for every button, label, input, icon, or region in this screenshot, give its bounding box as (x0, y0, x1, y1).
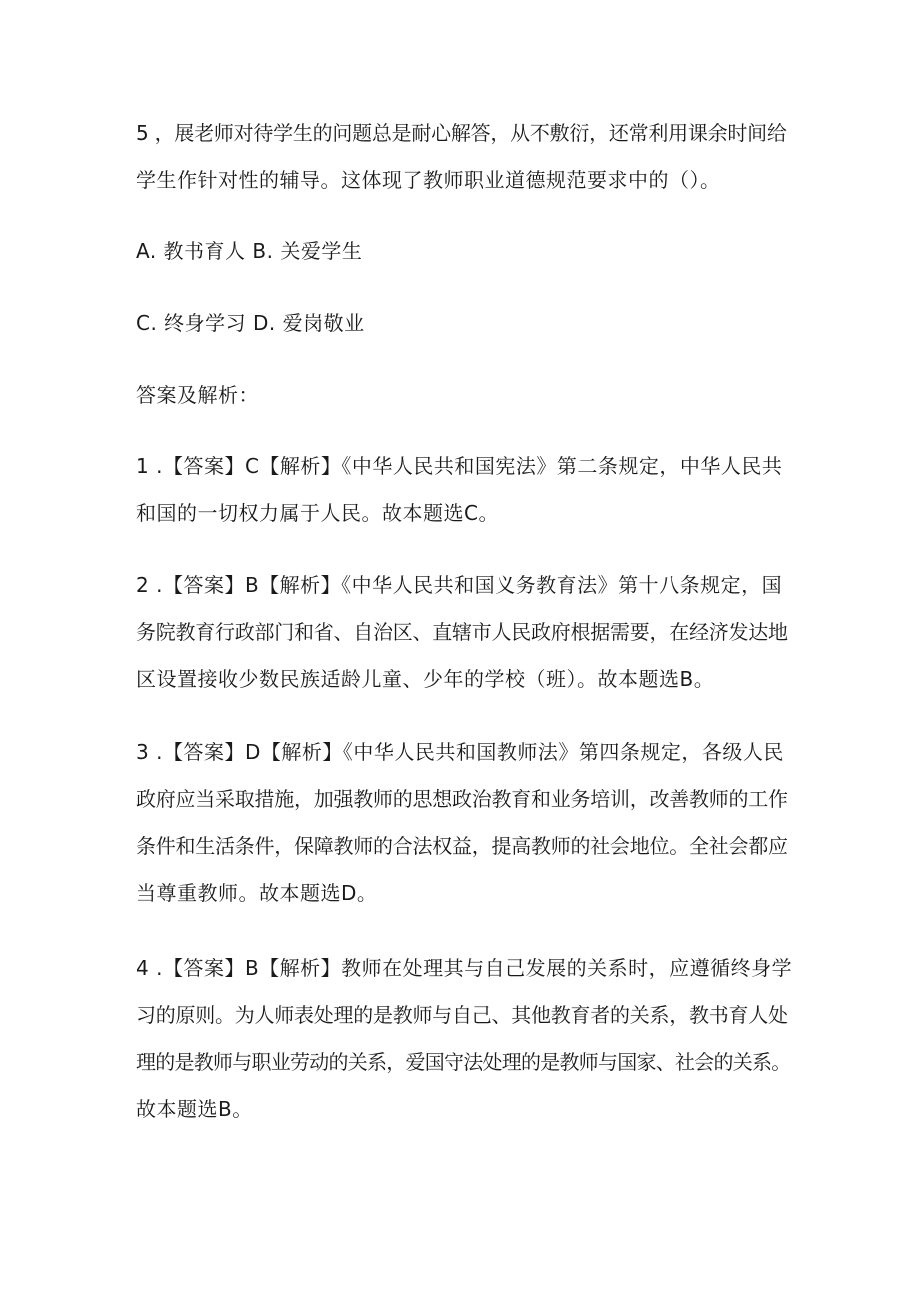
options-cd (136, 300, 792, 347)
answer-1 (136, 443, 792, 537)
answer-3-line-1: 3 .【答案】D【解析】《中华人民共和国教师法》第四条规定，各级人民 (136, 740, 784, 764)
options-line-2: C. 终身学习 D. 爱岗敬业 (136, 311, 365, 335)
question-5-line-2: 学生作针对性的辅导。这体现了教师职业道德规范要求中的（）。 (136, 168, 721, 192)
options-line-1: A. 教书育人 B. 关爱学生 (136, 239, 363, 263)
answer-4-line-1: 4 .【答案】B【解析】教师在处理其与自己发展的关系时，应遵循终身学 (136, 956, 793, 980)
answer-1-line-1: 1 .【答案】C【解析】《中华人民共和国宪法》第二条规定，中华人民共 (136, 454, 783, 478)
question-5 (136, 110, 792, 204)
answer-2-line-3: 区设置接收少数民族适龄儿童、少年的学校（班）。故本题选B。 (136, 667, 715, 691)
answer-2-line-1: 2 .【答案】B【解析】《中华人民共和国义务教育法》第十八条规定，国 (136, 573, 783, 597)
answer-4-line-4: 故本题选B。 (136, 1097, 253, 1121)
answer-4-line-3: 理的是教师与职业劳动的关系，爱国守法处理的是教师与国家、社会的关系。 (136, 1050, 791, 1074)
answer-2 (136, 562, 792, 703)
answer-3-line-4: 当尊重教师。故本题选D。 (136, 881, 378, 905)
answer-3 (136, 729, 792, 917)
answers-heading (136, 372, 792, 419)
answer-4-line-2: 习的原则。为人师表处理的是教师与自己、其他教育者的关系，教书育人处 (136, 1003, 788, 1027)
question-5-line-1: 5 ，展老师对待学生的问题总是耐心解答，从不敷衍，还常利用课余时间给 (136, 121, 787, 145)
answers-heading-text: 答案及解析： (136, 383, 259, 407)
options-ab (136, 228, 792, 275)
answer-4 (136, 945, 792, 1133)
answer-1-line-2: 和国的一切权力属于人民。故本题选C。 (136, 501, 499, 525)
answer-3-line-2: 政府应当采取措施，加强教师的思想政治教育和业务培训，改善教师的工作 (136, 787, 788, 811)
answer-2-line-2: 务院教育行政部门和省、自治区、直辖市人民政府根据需要，在经济发达地 (136, 620, 788, 644)
answer-3-line-3: 条件和生活条件，保障教师的合法权益，提高教师的社会地位。全社会都应 (136, 834, 788, 858)
